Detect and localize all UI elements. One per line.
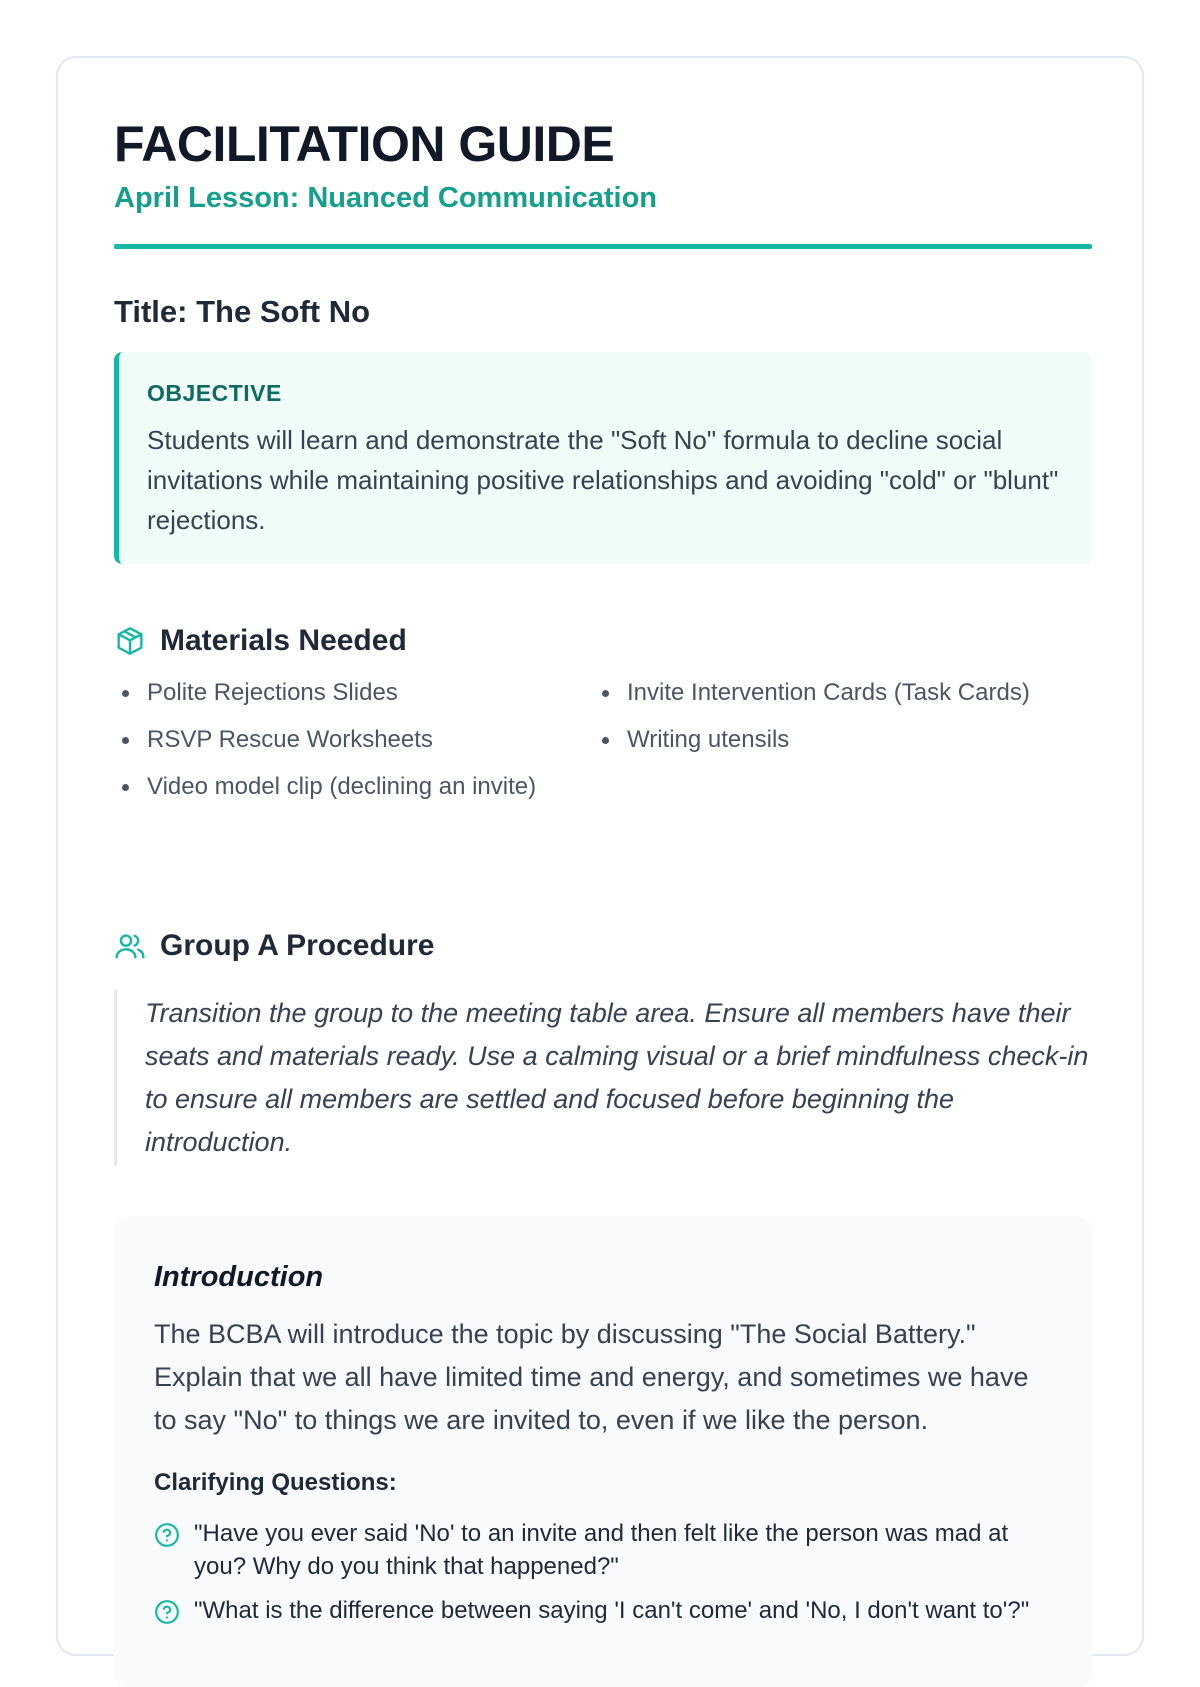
- objective-text: Students will learn and demonstrate the "Soft No" formula to decline social invitations while maintaining positive relationships and avoiding "cold" or "blunt" rejections.: [147, 425, 1059, 535]
- list-item: Invite Intervention Cards (Task Cards): [594, 669, 1074, 716]
- procedure-heading: [114, 926, 434, 966]
- list-item: Polite Rejections Slides: [114, 669, 594, 716]
- materials-list: [114, 669, 1092, 810]
- users-icon: [114, 930, 146, 962]
- lesson-title: Title: The Soft No: [114, 294, 371, 329]
- introduction-text: The BCBA will introduce the topic by discussing "The Social Battery." Explain that we all have limited time and energy, and sometimes we have to say "No" to things we are invited to, even if we like the person.: [154, 1319, 1029, 1435]
- objective-label: OBJECTIVE: [147, 380, 282, 406]
- procedure-heading-label: Group A Procedure: [160, 929, 435, 962]
- introduction-title: Introduction: [154, 1261, 324, 1293]
- clarifying-questions-list: [154, 1517, 1052, 1627]
- list-item: RSVP Rescue Worksheets: [114, 716, 594, 763]
- question-text: "Have you ever said 'No' to an invite and then felt like the person was mad at you? Why do you think that happened?": [194, 1520, 1009, 1580]
- question-circle-icon: [154, 1599, 180, 1625]
- clarifying-questions-label: Clarifying Questions:: [154, 1469, 397, 1496]
- list-item: Writing utensils: [594, 716, 1074, 763]
- procedure-text: Transition the group to the meeting table area. Ensure all members have their seats and materials ready. Use a calming visual or a brief mindfulness check-in to ensure all members are settled and focused before beginning the introduction.: [114, 990, 1092, 1166]
- objective-box: [114, 352, 1092, 564]
- materials-heading-label: Materials Needed: [160, 624, 407, 657]
- guide-card: [56, 56, 1144, 1656]
- page-title: FACILITATION GUIDE: [114, 116, 615, 172]
- list-item: [154, 1594, 1052, 1627]
- list-item: Video model clip (declining an invite): [114, 763, 594, 810]
- introduction-box: [114, 1217, 1092, 1687]
- page-subtitle: April Lesson: Nuanced Communication: [114, 182, 657, 214]
- list-item: [154, 1517, 1052, 1583]
- question-text: "What is the difference between saying 'I can't come' and 'No, I don't want to'?": [194, 1597, 1030, 1624]
- header-divider: [114, 244, 1092, 249]
- materials-heading: [114, 621, 407, 661]
- package-icon: [114, 625, 146, 657]
- question-circle-icon: [154, 1522, 180, 1548]
